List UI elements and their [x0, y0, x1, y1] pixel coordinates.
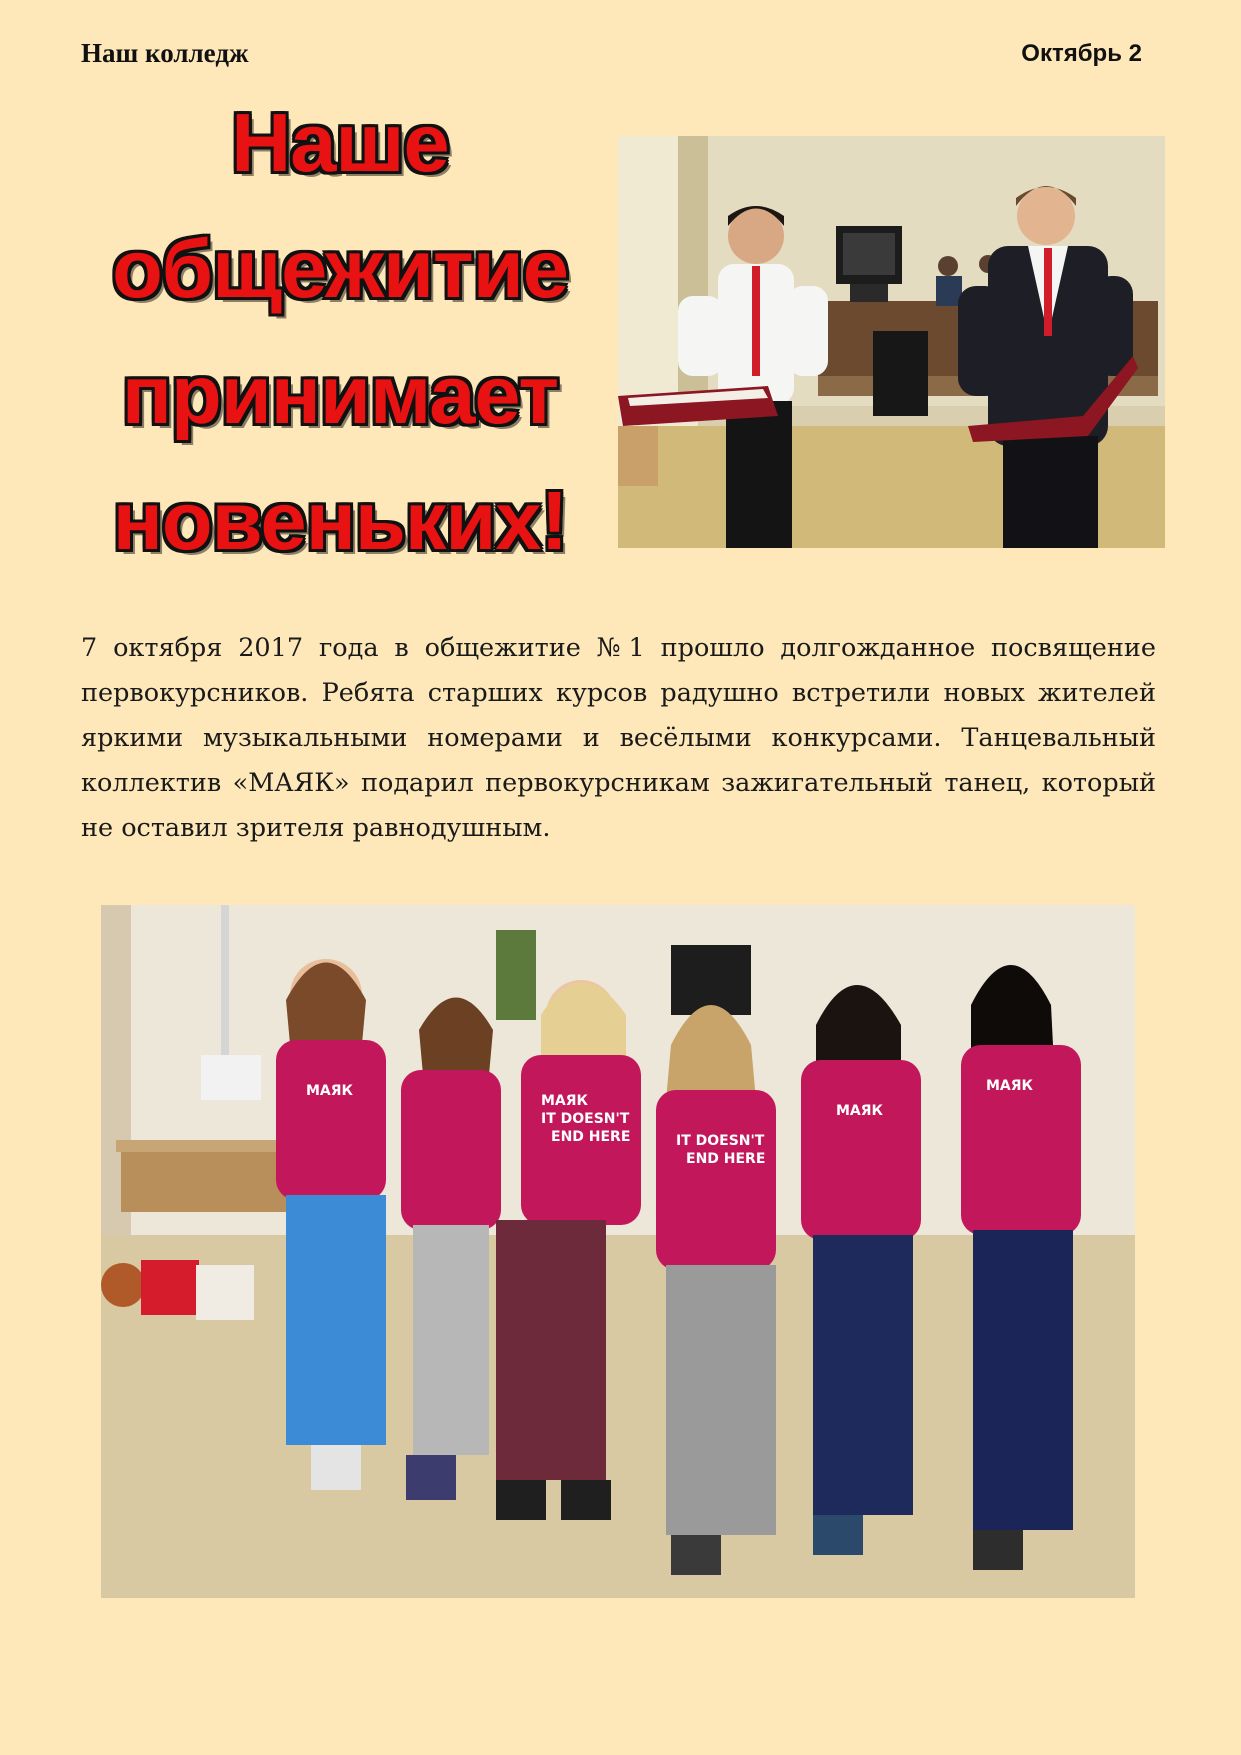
shirt-slogan: IT DOESN'T — [676, 1133, 765, 1149]
dance-group-photo — [101, 905, 1135, 1598]
headline-line: общежитие — [112, 222, 568, 315]
headline-line: принимает — [121, 348, 559, 441]
shirt-print: МАЯК — [306, 1083, 353, 1099]
headline — [80, 80, 600, 584]
shirt-slogan: END HERE — [551, 1129, 631, 1145]
girl-5 — [801, 985, 921, 1555]
issue-date: Октябрь 2 — [1021, 40, 1142, 67]
girl-6 — [961, 965, 1081, 1570]
girl-4 — [656, 1005, 776, 1575]
shirt-print: МАЯК — [836, 1103, 883, 1119]
girl-2 — [401, 998, 501, 1501]
shirt-print: МАЯК — [541, 1093, 588, 1109]
shirt-print: МАЯК — [986, 1078, 1033, 1094]
headline-line: Наше — [231, 96, 449, 189]
shirt-slogan: IT DOESN'T — [541, 1111, 630, 1127]
newspaper-name: Наш колледж — [81, 38, 249, 68]
article-text: 7 октября 2017 года в общежитие №1 прошло долгожданное посвящение первокурсников. Ребята старших курсов радушно встретили новых жителей яркими музыкальными номерами и весёлыми конкурсами. Танцевальный коллектив «МАЯК» подарил первокурсникам зажигательный танец, который не оставил зрителя равнодушным. — [81, 633, 1156, 843]
shirt-slogan: END HERE — [686, 1151, 766, 1167]
headline-line: новеньких! — [112, 474, 568, 567]
ceremony-photo — [618, 136, 1165, 548]
